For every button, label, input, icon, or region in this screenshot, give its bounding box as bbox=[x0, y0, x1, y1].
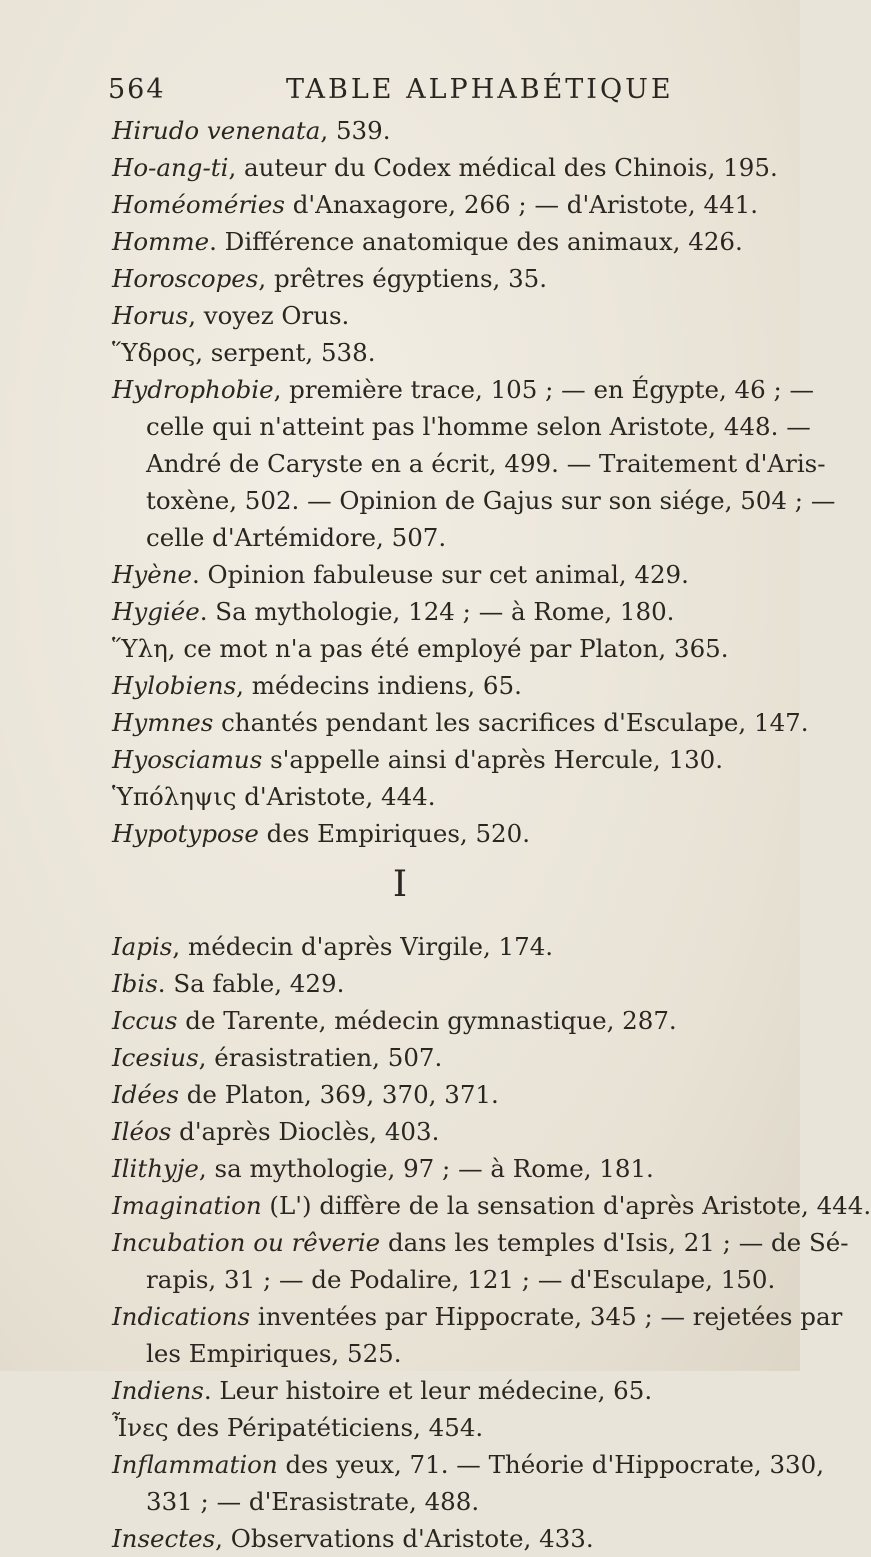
entry-continuation: toxène, 502. — Opinion de Gajus sur son siége, 504 ; — bbox=[146, 486, 836, 515]
entry-headword: Insectes bbox=[112, 1524, 216, 1553]
entry-text: , première trace, 105 ; — en Égypte, 46 ; — bbox=[273, 375, 815, 404]
index-entry bbox=[112, 1372, 702, 1409]
entry-headword: Incubation ou rêverie bbox=[112, 1228, 381, 1257]
entry-headword: Homme bbox=[112, 227, 210, 256]
entry-text: inventées par Hippocrate, 345 ; — rejetées par bbox=[250, 1302, 843, 1331]
index-entry bbox=[112, 186, 759, 223]
index-entry bbox=[112, 1113, 702, 1150]
page-number: 564 bbox=[108, 74, 166, 105]
entry-text: des yeux, 71. — Théorie d'Hippocrate, 330, bbox=[277, 1450, 825, 1479]
entry-continuation: 331 ; — d'Erasistrate, 488. bbox=[146, 1487, 480, 1516]
entry-text: . Sa mythologie, 124 ; — à Rome, 180. bbox=[199, 597, 675, 626]
index-entry bbox=[112, 704, 809, 741]
index-entry bbox=[112, 965, 702, 1002]
entry-continuation: celle d'Artémidore, 507. bbox=[146, 523, 447, 552]
index-entry bbox=[112, 297, 702, 334]
entry-headword: Inflammation bbox=[112, 1450, 278, 1479]
index-entry bbox=[112, 1187, 871, 1224]
index-entry bbox=[112, 630, 729, 667]
entry-headword: Horus bbox=[112, 301, 189, 330]
entry-headword: Ho-ang-ti bbox=[112, 153, 229, 182]
entry-text: , médecin d'après Virgile, 174. bbox=[172, 932, 554, 961]
entry-headword: Iccus bbox=[112, 1006, 178, 1035]
entry-headword: Ibis bbox=[112, 969, 158, 998]
entry-text: , auteur du Codex médical des Chinois, 195. bbox=[228, 153, 778, 182]
entry-continuation: rapis, 31 ; — de Podalire, 121 ; — d'Esculape, 150. bbox=[146, 1265, 776, 1294]
entry-headword: Hyène bbox=[112, 560, 192, 589]
index-entry bbox=[112, 1150, 702, 1187]
entry-headword: Ὑπόληψις bbox=[112, 782, 237, 811]
entry-headword: Icesius bbox=[112, 1043, 199, 1072]
entry-headword: Hydrophobie bbox=[112, 375, 274, 404]
entry-text: d'Aristote, 444. bbox=[236, 782, 436, 811]
entry-text: , ce mot n'a pas été employé par Platon, 365. bbox=[167, 634, 729, 663]
entry-text: s'appelle ainsi d'après Hercule, 130. bbox=[262, 745, 724, 774]
index-entry bbox=[112, 260, 702, 297]
entry-headword: Hyosciamus bbox=[112, 745, 263, 774]
entry-text: . Différence anatomique des animaux, 426. bbox=[209, 227, 743, 256]
index-entry bbox=[112, 556, 702, 593]
index-entry bbox=[112, 1039, 702, 1076]
entry-text: , médecins indiens, 65. bbox=[236, 671, 522, 700]
index-entry bbox=[112, 371, 836, 556]
index-entry bbox=[112, 928, 702, 965]
entry-headword: Ὕλη bbox=[112, 634, 168, 663]
entry-text: . Opinion fabuleuse sur cet animal, 429. bbox=[191, 560, 689, 589]
index-entry bbox=[112, 667, 702, 704]
entry-headword: Indications bbox=[112, 1302, 251, 1331]
index-entry bbox=[112, 1002, 702, 1039]
entry-continuation: celle qui n'atteint pas l'homme selon Aristote, 448. — bbox=[146, 412, 811, 441]
entry-text: . Sa fable, 429. bbox=[157, 969, 345, 998]
index-entry bbox=[112, 112, 702, 149]
entry-text: , érasistratien, 507. bbox=[198, 1043, 443, 1072]
entry-text: (L') diffère de la sensation d'après Aristote, 444. bbox=[261, 1191, 871, 1220]
entry-text: d'après Dioclès, 403. bbox=[171, 1117, 440, 1146]
entry-text: de Tarente, médecin gymnastique, 287. bbox=[177, 1006, 677, 1035]
index-entry bbox=[112, 815, 702, 852]
running-head: TABLE ALPHABÉTIQUE bbox=[286, 74, 674, 105]
entry-text: , serpent, 538. bbox=[195, 338, 376, 367]
entry-text: de Platon, 369, 370, 371. bbox=[178, 1080, 499, 1109]
entry-headword: Idées bbox=[112, 1080, 179, 1109]
entry-continuation: les Empiriques, 525. bbox=[146, 1339, 402, 1368]
entry-headword: Iapis bbox=[112, 932, 173, 961]
entry-text: des Péripatéticiens, 454. bbox=[168, 1413, 484, 1442]
entry-text: , 539. bbox=[320, 116, 391, 145]
entry-headword: Homéoméries bbox=[112, 190, 285, 219]
entry-headword: Ἶνες bbox=[112, 1413, 169, 1442]
entry-text: chantés pendant les sacrifices d'Esculape, 147. bbox=[213, 708, 809, 737]
entry-headword: Iléos bbox=[112, 1117, 172, 1146]
entry-text: , prêtres égyptiens, 35. bbox=[258, 264, 548, 293]
entry-headword: Ὕδρος bbox=[112, 338, 196, 367]
entry-text: des Empiriques, 520. bbox=[258, 819, 531, 848]
index-entry bbox=[112, 334, 702, 371]
entry-continuation: André de Caryste en a écrit, 499. — Traitement d'Aris- bbox=[146, 449, 826, 478]
entry-text: dans les temples d'Isis, 21 ; — de Sé- bbox=[380, 1228, 849, 1257]
entry-headword: Hypotypose bbox=[112, 819, 259, 848]
entry-headword: Ilithyje bbox=[112, 1154, 199, 1183]
section-letter: I bbox=[392, 864, 408, 905]
entry-headword: Imagination bbox=[112, 1191, 262, 1220]
entry-headword: Hylobiens bbox=[112, 671, 237, 700]
entry-text: , sa mythologie, 97 ; — à Rome, 181. bbox=[198, 1154, 654, 1183]
entry-text: , voyez Orus. bbox=[188, 301, 350, 330]
entry-headword: Hygiée bbox=[112, 597, 200, 626]
index-entry bbox=[112, 778, 702, 815]
entry-headword: Hymnes bbox=[112, 708, 214, 737]
index-entry bbox=[112, 1298, 843, 1372]
index-entry bbox=[112, 223, 743, 260]
entry-text: , Observations d'Aristote, 433. bbox=[215, 1524, 594, 1553]
index-entry bbox=[112, 1409, 702, 1446]
index-entry bbox=[112, 741, 724, 778]
index-entry bbox=[112, 1520, 702, 1557]
index-entry bbox=[112, 149, 778, 186]
entry-headword: Hirudo venenata bbox=[112, 116, 321, 145]
index-entry bbox=[112, 1446, 825, 1520]
index-entry bbox=[112, 1224, 849, 1298]
entry-text: . Leur histoire et leur médecine, 65. bbox=[203, 1376, 653, 1405]
entry-headword: Horoscopes bbox=[112, 264, 259, 293]
index-entry bbox=[112, 1076, 702, 1113]
entry-text: d'Anaxagore, 266 ; — d'Aristote, 441. bbox=[284, 190, 759, 219]
entry-headword: Indiens bbox=[112, 1376, 204, 1405]
index-entry bbox=[112, 593, 702, 630]
